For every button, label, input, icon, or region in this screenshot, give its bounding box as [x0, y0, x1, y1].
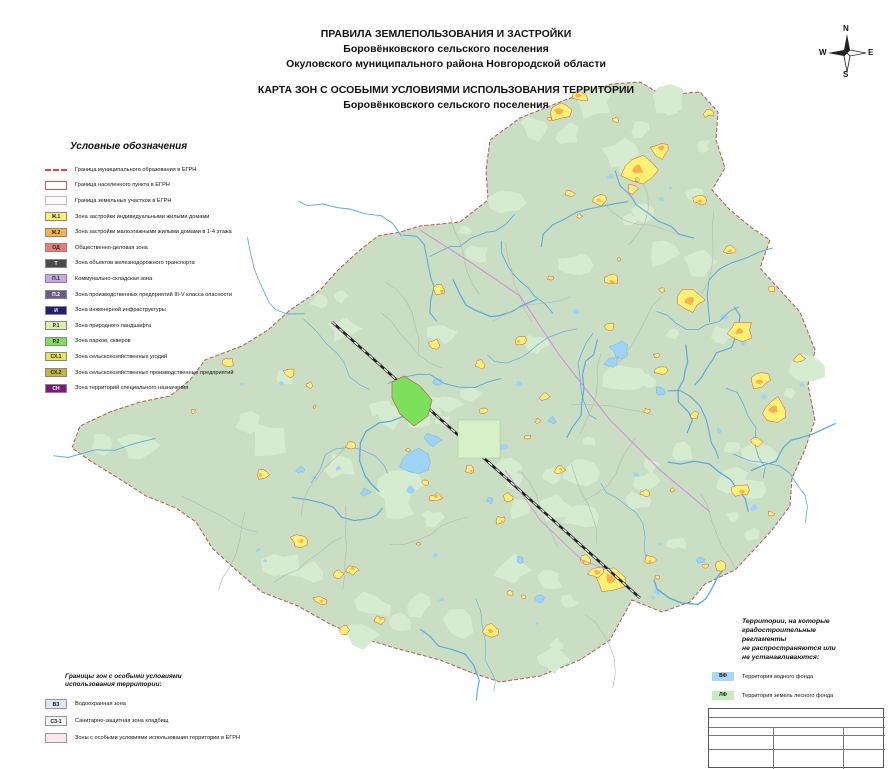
territory-swatch: ВФ	[712, 672, 734, 681]
legend-swatch: Р.2	[45, 337, 67, 346]
legend-item-label: Граница земельных участков в ЕГРН	[75, 197, 172, 204]
legend-item	[45, 240, 315, 256]
legend	[45, 141, 315, 396]
legend-item-label: Зона объектов железнодорожного транспорта	[75, 260, 195, 267]
village	[521, 595, 526, 598]
legend-item	[45, 256, 315, 272]
legend-swatch: Т	[45, 259, 67, 268]
title-line-3: Окуловского муниципального района Новгородской области	[286, 58, 606, 70]
legend-swatch: СН	[45, 384, 67, 393]
legend-swatch: Ж.2	[45, 228, 67, 237]
village	[416, 542, 421, 545]
legend-item-label: Зона территорий специального назначения	[75, 385, 189, 392]
zone-swatch: СЗ-1	[45, 716, 67, 726]
boundary-dashed-swatch	[45, 169, 67, 171]
legend-item	[45, 209, 315, 225]
legend-item	[45, 380, 315, 396]
legend-item-label: Зона инженерной инфраструктуры	[75, 307, 166, 314]
boundary-outline-swatch	[45, 181, 67, 190]
special-zones-legend	[45, 673, 245, 750]
legend-swatch: СХ.1	[45, 352, 67, 361]
settlement	[516, 337, 527, 346]
territory-label: Территория водного фонда	[742, 673, 814, 680]
legend-swatch: Р.1	[45, 321, 67, 330]
zone-swatch	[45, 733, 67, 743]
legend-item	[45, 349, 315, 365]
legend-item	[45, 193, 315, 209]
zone-items	[45, 699, 245, 743]
title-line-2: Боровёнковского сельского поселения	[343, 43, 549, 55]
territory-item	[712, 691, 862, 700]
zone-item	[45, 716, 245, 726]
territory-label: Территория земель лесного фонда	[742, 692, 834, 699]
compass-s: S	[843, 70, 849, 79]
legend-swatch: П.2	[45, 290, 67, 299]
zone-item	[45, 699, 245, 709]
zone-item	[45, 733, 245, 743]
village	[715, 561, 726, 572]
industrial-zone	[458, 420, 500, 458]
zone-swatch: ВЗ	[45, 699, 67, 709]
legend-item	[45, 287, 315, 303]
legend-item-label: Коммунально-складская зона	[75, 275, 153, 282]
zone-label: Водоохранная зона	[75, 700, 126, 707]
legend-item-label: Зона застройки малоэтажными жилыми домами в 1-4 этажа	[75, 229, 232, 236]
legend-item	[45, 334, 315, 350]
village	[768, 286, 775, 292]
territory-swatch: ЛФ	[712, 691, 734, 700]
title-line-1: ПРАВИЛА ЗЕМЛЕПОЛЬЗОВАНИЯ И ЗАСТРОЙКИ	[320, 28, 572, 40]
legend-item	[45, 365, 315, 381]
lake	[517, 557, 523, 564]
compass-e: E	[868, 48, 874, 57]
legend-item	[45, 224, 315, 240]
legend-item-label: Зона парков, скверов	[75, 338, 131, 345]
forest-patch	[653, 84, 684, 113]
legend-item	[45, 302, 315, 318]
legend-swatch: Ж.1	[45, 212, 67, 221]
legend-title: Условные обозначения	[70, 141, 188, 152]
title-line-4: КАРТА ЗОН С ОСОБЫМИ УСЛОВИЯМИ ИСПОЛЬЗОВАНИЯ ТЕРРИТОРИИ	[257, 84, 635, 96]
boundary-thin-swatch	[45, 196, 67, 205]
legend-item	[45, 178, 315, 194]
compass-n: N	[843, 24, 849, 33]
legend-item-label: Общественно-деловая зона	[75, 244, 148, 251]
title-stamp-block	[708, 708, 884, 768]
legend-item-label: Зона природного ландшафта	[75, 322, 152, 329]
legend-item	[45, 318, 315, 334]
legend-item-label: Граница муниципального образования в ЕГРН	[75, 166, 197, 173]
legend-item-label: Зона сельскохозяйственных производственных предприятий	[75, 369, 234, 376]
legend-swatch: ОД	[45, 243, 67, 252]
territories-legend	[712, 617, 862, 710]
legend-swatch: СХ.2	[45, 368, 67, 377]
legend-swatch: И	[45, 306, 67, 315]
village	[507, 591, 513, 596]
territory-item	[712, 672, 862, 681]
legend-item	[45, 162, 315, 178]
village	[524, 435, 530, 439]
legend-swatch: П.1	[45, 274, 67, 283]
zone-label: Зоны с особыми условиями использования территории в ЕГРН	[75, 734, 241, 741]
village	[548, 117, 552, 121]
legend-item-label: Зона производственных предприятий III-V класса опасности	[75, 291, 233, 298]
compass-rose-icon	[819, 24, 874, 79]
title-line-5: Боровёнковского сельского поселения	[343, 99, 549, 111]
legend-item	[45, 271, 315, 287]
zone-label: Санитарно-защитная зона кладбищ	[75, 717, 169, 724]
legend-item-label: Зона сельскохозяйственных угодий	[75, 353, 168, 360]
territory-items	[712, 672, 862, 700]
legend-item-label: Зона застройки индивидуальными жилыми домами	[75, 213, 210, 220]
zones-title: Границы зон с особыми условиями использования территории:	[65, 673, 182, 688]
legend-item-label: Граница населенного пункта в ЕГРН	[75, 182, 170, 189]
forest-patch	[261, 554, 299, 576]
territories-title: Территории, на которые градостроительные регламенты не распространяются или не устанавливаются:	[742, 618, 836, 661]
compass-w: W	[819, 48, 827, 57]
legend-items	[45, 162, 315, 396]
